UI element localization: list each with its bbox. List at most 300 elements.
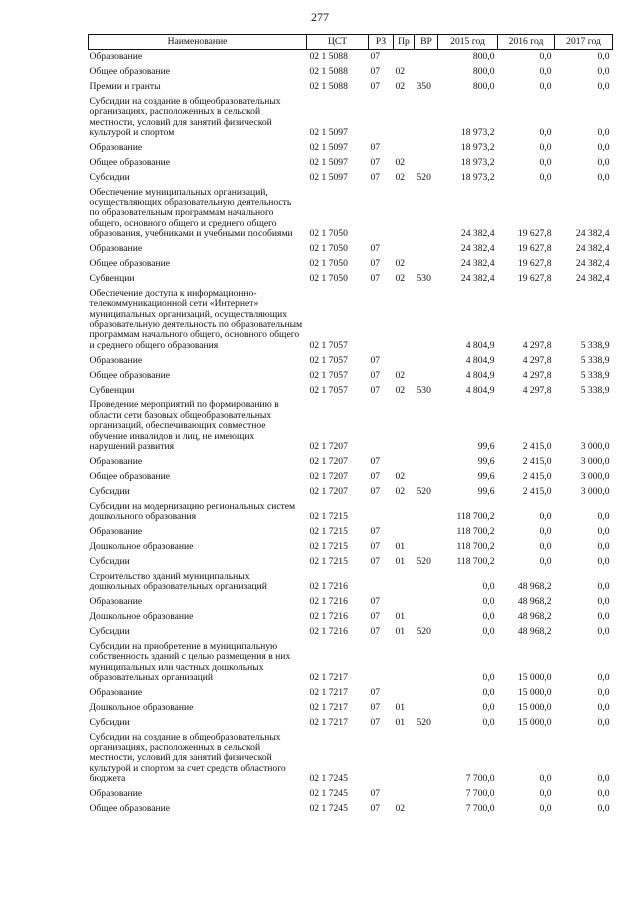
row-vr [415,540,438,555]
row-value-2017: 0,0 [597,581,610,593]
row-vr: 350 [416,80,431,92]
row-value-2015: 0,0 [482,625,495,637]
table-row [89,525,613,540]
row-cst: 02 1 7207 [309,456,348,467]
row-pr: 01 [395,610,406,622]
row-pr [394,640,415,686]
row-vr [415,287,438,354]
row-value-2016: 19 627,8 [517,258,552,269]
row-name: Субвенции [89,272,135,284]
table-row [89,272,613,287]
row-cst: 02 1 7217 [309,686,348,698]
row-name: Образование [89,526,143,538]
row-value-2015: 18 973,2 [460,126,495,138]
row-value-2016: 19 627,8 [517,243,552,255]
row-value-2016: 0,0 [539,540,552,552]
row-vr: 520 [416,171,431,183]
row-value-2016: 4 297,8 [522,384,552,396]
row-cst: 02 1 7216 [309,610,348,622]
row-pr: 01 [395,625,406,637]
row-vr [415,787,438,802]
row-cst: 02 1 7215 [309,526,348,538]
row-value-2017: 5 338,9 [580,384,610,396]
row-value-2017: 5 338,9 [580,339,610,351]
row-rz: 07 [370,485,381,497]
row-value-2015: 118 700,2 [456,540,495,552]
table-row [89,500,613,525]
row-pr: 02 [395,156,406,168]
row-name: Общее образование [89,65,171,77]
row-name: Образование [89,456,143,467]
row-value-2016: 0,0 [539,803,552,815]
header-name: Наименование [89,35,307,50]
row-value-2015: 0,0 [482,686,495,698]
row-vr [415,186,438,243]
row-value-2016: 2 415,0 [522,456,552,467]
row-rz: 07 [370,803,381,815]
row-value-2015: 4 804,9 [465,339,495,351]
row-cst: 02 1 7245 [309,803,348,815]
row-value-2017: 0,0 [597,51,610,62]
row-pr [394,595,415,610]
row-name: Образование [89,686,143,698]
row-vr [415,257,438,272]
row-value-2017: 3 000,0 [580,485,610,497]
row-vr: 520 [416,485,431,497]
row-value-2017: 24 382,4 [575,272,610,284]
row-cst: 02 1 7057 [309,354,348,366]
row-pr: 01 [395,701,406,713]
row-value-2015: 4 804,9 [465,384,495,396]
row-rz: 07 [370,701,381,713]
table-row [89,156,613,171]
row-pr: 02 [395,470,406,482]
row-value-2017: 0,0 [597,526,610,538]
row-pr: 02 [395,258,406,269]
row-vr [415,141,438,156]
row-value-2016: 0,0 [539,511,552,523]
table-row [89,455,613,470]
row-value-2016: 15 000,0 [517,716,552,728]
row-pr: 02 [395,485,406,497]
row-value-2015: 800,0 [472,51,495,62]
row-pr [394,141,415,156]
table-row [89,65,613,80]
table-row [89,470,613,485]
row-pr [394,500,415,525]
table-row [89,485,613,500]
table-row [89,570,613,595]
row-value-2015: 99,6 [477,456,495,467]
row-vr: 530 [416,272,431,284]
row-cst: 02 1 7217 [309,716,348,728]
row-name: Субсидии [89,555,130,567]
row-value-2015: 0,0 [482,610,495,622]
row-name: Обеспечение доступа к информационно-телекоммуникационной сети «Интернет» муниципальных организаций, осуществляющих образовательную деятельность по образовательным программам начального общего, основного общего и среднего общего образования [89,287,303,351]
row-pr: 02 [395,803,406,815]
row-value-2017: 24 382,4 [575,258,610,269]
table-row [89,625,613,640]
row-value-2015: 24 382,4 [460,258,495,269]
header-2016: 2016 год [498,35,555,50]
row-rz: 07 [370,526,381,538]
row-name: Образование [89,788,143,800]
row-pr: 02 [395,171,406,183]
row-value-2015: 99,6 [477,485,495,497]
row-value-2017: 0,0 [597,511,610,523]
row-value-2017: 0,0 [597,773,610,785]
row-name: Общее образование [89,156,171,168]
row-value-2015: 24 382,4 [460,228,495,240]
row-name: Субсидии на модернизацию региональных систем дошкольного образования [89,500,296,523]
row-rz: 07 [370,470,381,482]
row-value-2016: 0,0 [539,773,552,785]
table-row [89,398,613,455]
row-vr [415,500,438,525]
row-cst: 02 1 7050 [309,228,348,240]
row-value-2017: 0,0 [597,555,610,567]
header-cst: ЦСТ [307,35,369,50]
row-vr [415,156,438,171]
row-rz: 07 [370,716,381,728]
row-rz: 07 [370,65,381,77]
row-vr [415,65,438,80]
row-value-2015: 118 700,2 [456,526,495,538]
row-name: Субсидии [89,716,130,728]
row-value-2015: 800,0 [472,65,495,77]
row-value-2016: 48 968,2 [517,610,552,622]
row-name: Дошкольное образование [89,540,194,552]
row-vr [415,686,438,701]
row-cst: 02 1 7057 [309,369,348,381]
row-value-2016: 0,0 [539,526,552,538]
row-cst: 02 1 5088 [309,65,348,77]
row-name: Общее образование [89,470,171,482]
row-name: Субсидии на создание в общеобразовательных организациях, расположенных в сельской местности, условий для занятий физической культурой и спортом за счет средств областного бюджета [89,731,286,785]
row-rz [369,640,394,686]
row-value-2017: 0,0 [597,596,610,608]
row-value-2016: 0,0 [539,65,552,77]
row-pr: 02 [395,272,406,284]
table-row [89,287,613,354]
row-value-2015: 7 700,0 [465,788,495,800]
table-row [89,640,613,686]
row-name: Образование [89,141,143,153]
row-value-2015: 7 700,0 [465,803,495,815]
row-value-2015: 18 973,2 [460,156,495,168]
row-vr: 530 [416,384,431,396]
table-row [89,80,613,95]
row-vr: 520 [416,716,431,728]
row-vr [415,595,438,610]
row-value-2016: 4 297,8 [522,369,552,381]
row-name: Строительство зданий муниципальных дошкольных образовательных организаций [89,570,267,593]
table-row [89,141,613,156]
row-value-2017: 0,0 [597,540,610,552]
row-rz [369,287,394,354]
row-rz: 07 [370,596,381,608]
row-value-2016: 48 968,2 [517,625,552,637]
row-rz: 07 [370,788,381,800]
row-vr [415,455,438,470]
row-value-2016: 15 000,0 [517,672,552,683]
row-cst: 02 1 7245 [309,788,348,800]
row-rz: 07 [370,456,381,467]
row-name: Дошкольное образование [89,701,194,713]
row-pr [394,731,415,788]
row-name: Дошкольное образование [89,610,194,622]
row-vr [415,610,438,625]
row-vr: 520 [416,625,431,637]
row-vr [415,802,438,817]
row-vr: 520 [416,555,431,567]
table-row [89,171,613,186]
row-value-2016: 15 000,0 [517,701,552,713]
header-2015: 2015 год [438,35,498,50]
row-vr [415,640,438,686]
row-rz [369,500,394,525]
header-vr: ВР [415,35,438,50]
row-pr: 02 [395,384,406,396]
row-value-2016: 0,0 [539,80,552,92]
row-rz: 07 [370,625,381,637]
row-value-2015: 0,0 [482,716,495,728]
header-rz: РЗ [369,35,394,50]
row-rz [369,95,394,141]
row-value-2017: 0,0 [597,788,610,800]
row-value-2017: 3 000,0 [580,470,610,482]
row-rz: 07 [370,171,381,183]
row-pr [394,787,415,802]
row-rz: 07 [370,369,381,381]
table-row [89,384,613,399]
row-pr [394,242,415,257]
row-value-2017: 0,0 [597,625,610,637]
row-value-2016: 0,0 [539,51,552,62]
row-value-2015: 24 382,4 [460,272,495,284]
row-name: Субсидии [89,625,130,637]
row-vr [415,525,438,540]
row-value-2017: 0,0 [597,126,610,138]
row-value-2016: 4 297,8 [522,354,552,366]
row-value-2015: 800,0 [472,80,495,92]
table-body [89,50,613,817]
row-cst: 02 1 7207 [309,470,348,482]
table-row [89,686,613,701]
row-cst: 02 1 7215 [309,540,348,552]
row-value-2017: 0,0 [597,701,610,713]
row-pr [394,570,415,595]
row-cst: 02 1 7216 [309,625,348,637]
row-value-2016: 0,0 [539,141,552,153]
row-value-2017: 0,0 [597,156,610,168]
row-cst: 02 1 7050 [309,243,348,255]
row-cst: 02 1 7216 [309,596,348,608]
row-vr [415,369,438,384]
row-vr [415,242,438,257]
row-value-2017: 5 338,9 [580,369,610,381]
row-rz: 07 [370,51,381,62]
row-rz [369,398,394,455]
row-name: Субсидии на создание в общеобразовательных организациях, расположенных в сельской местности, условий для занятий физической культурой и спортом [89,95,281,138]
row-value-2016: 0,0 [539,171,552,183]
table-row [89,95,613,141]
row-pr: 02 [395,80,406,92]
row-value-2016: 0,0 [539,126,552,138]
row-pr [394,186,415,243]
row-cst: 02 1 7057 [309,339,348,351]
row-pr: 01 [395,716,406,728]
row-rz [369,570,394,595]
row-cst: 02 1 7245 [309,773,348,785]
row-pr [394,398,415,455]
table-row [89,540,613,555]
row-vr [415,50,438,65]
row-value-2015: 0,0 [482,672,495,683]
row-cst: 02 1 5097 [309,156,348,168]
row-value-2016: 15 000,0 [517,686,552,698]
row-cst: 02 1 5097 [309,171,348,183]
row-pr: 02 [395,65,406,77]
row-name: Премии и гранты [89,80,161,92]
table-row [89,731,613,788]
row-value-2017: 0,0 [597,672,610,683]
row-cst: 02 1 7050 [309,272,348,284]
row-vr [415,701,438,716]
row-cst: 02 1 7216 [309,581,348,593]
row-value-2017: 0,0 [597,686,610,698]
row-value-2017: 24 382,4 [575,228,610,240]
row-pr [394,455,415,470]
row-value-2015: 99,6 [477,470,495,482]
row-cst: 02 1 7057 [309,384,348,396]
row-name: Образование [89,51,143,62]
row-value-2015: 0,0 [482,581,495,593]
row-name: Общее образование [89,803,171,815]
header-2017: 2017 год [555,35,613,50]
table-row [89,610,613,625]
row-pr: 01 [395,540,406,552]
row-name: Субсидии [89,171,130,183]
row-value-2016: 48 968,2 [517,581,552,593]
row-value-2017: 0,0 [597,803,610,815]
row-name: Субсидии на приобретение в муниципальную собственность зданий с целью размещения в них муниципальных или частных дошкольных образовательных организаций [89,640,291,683]
table-row [89,186,613,243]
row-rz: 07 [370,272,381,284]
row-rz [369,186,394,243]
row-name: Субсидии [89,485,130,497]
row-rz: 07 [370,141,381,153]
table-row [89,716,613,731]
row-value-2016: 0,0 [539,788,552,800]
row-value-2015: 18 973,2 [460,141,495,153]
row-rz: 07 [370,686,381,698]
row-name: Проведение мероприятий по формированию в области сети базовых общеобразовательных организаций, обеспечивающих совместное обучение инвалидов и лиц, не имеющих нарушений развития [89,399,279,453]
row-cst: 02 1 5088 [309,51,348,62]
row-cst: 02 1 5097 [309,141,348,153]
row-cst: 02 1 5088 [309,80,348,92]
table-row [89,802,613,817]
row-value-2017: 3 000,0 [580,441,610,453]
row-value-2016: 0,0 [539,156,552,168]
row-pr [394,50,415,65]
row-vr [415,570,438,595]
row-name: Общее образование [89,369,171,381]
row-value-2015: 118 700,2 [456,555,495,567]
table-row [89,50,613,65]
row-cst: 02 1 7207 [309,485,348,497]
row-name: Общее образование [89,258,171,269]
row-value-2017: 0,0 [597,80,610,92]
row-vr [415,731,438,788]
row-rz [369,731,394,788]
row-pr [394,686,415,701]
row-value-2017: 5 338,9 [580,354,610,366]
row-cst: 02 1 7207 [309,441,348,453]
table-row [89,354,613,369]
row-value-2015: 24 382,4 [460,243,495,255]
row-rz: 07 [370,156,381,168]
row-value-2016: 48 968,2 [517,596,552,608]
row-value-2017: 3 000,0 [580,456,610,467]
table-row [89,787,613,802]
row-name: Образование [89,354,143,366]
row-rz: 07 [370,540,381,552]
row-value-2015: 7 700,0 [465,773,495,785]
header-pr: Пр [394,35,415,50]
row-rz: 07 [370,610,381,622]
row-cst: 02 1 5097 [309,126,348,138]
table-row [89,369,613,384]
row-pr: 02 [395,369,406,381]
page-number: 277 [311,10,329,24]
row-value-2015: 99,6 [477,441,495,453]
table-row [89,701,613,716]
row-value-2017: 0,0 [597,610,610,622]
row-value-2017: 0,0 [597,716,610,728]
row-value-2015: 4 804,9 [465,369,495,381]
row-pr [394,354,415,369]
row-name: Образование [89,596,143,608]
row-name: Обеспечение муниципальных организаций, осуществляющих образовательную деятельность по образовательным программам начального общего, основного общего и среднего общего образования, учебниками и учебными пособиями [89,186,293,240]
row-value-2017: 24 382,4 [575,243,610,255]
row-vr [415,354,438,369]
table-header [89,35,613,50]
row-rz: 07 [370,354,381,366]
row-pr: 01 [395,555,406,567]
table-row [89,555,613,570]
row-value-2016: 19 627,8 [517,228,552,240]
row-vr [415,95,438,141]
row-rz: 07 [370,384,381,396]
row-value-2016: 19 627,8 [517,272,552,284]
table-row [89,595,613,610]
row-vr [415,398,438,455]
row-rz: 07 [370,555,381,567]
row-value-2016: 2 415,0 [522,485,552,497]
row-name: Образование [89,243,143,255]
row-cst: 02 1 7215 [309,555,348,567]
row-cst: 02 1 7217 [309,672,348,683]
row-value-2015: 18 973,2 [460,171,495,183]
row-pr [394,525,415,540]
row-value-2016: 2 415,0 [522,470,552,482]
row-value-2017: 0,0 [597,65,610,77]
row-value-2015: 4 804,9 [465,354,495,366]
row-pr [394,95,415,141]
row-value-2017: 0,0 [597,171,610,183]
row-rz: 07 [370,243,381,255]
